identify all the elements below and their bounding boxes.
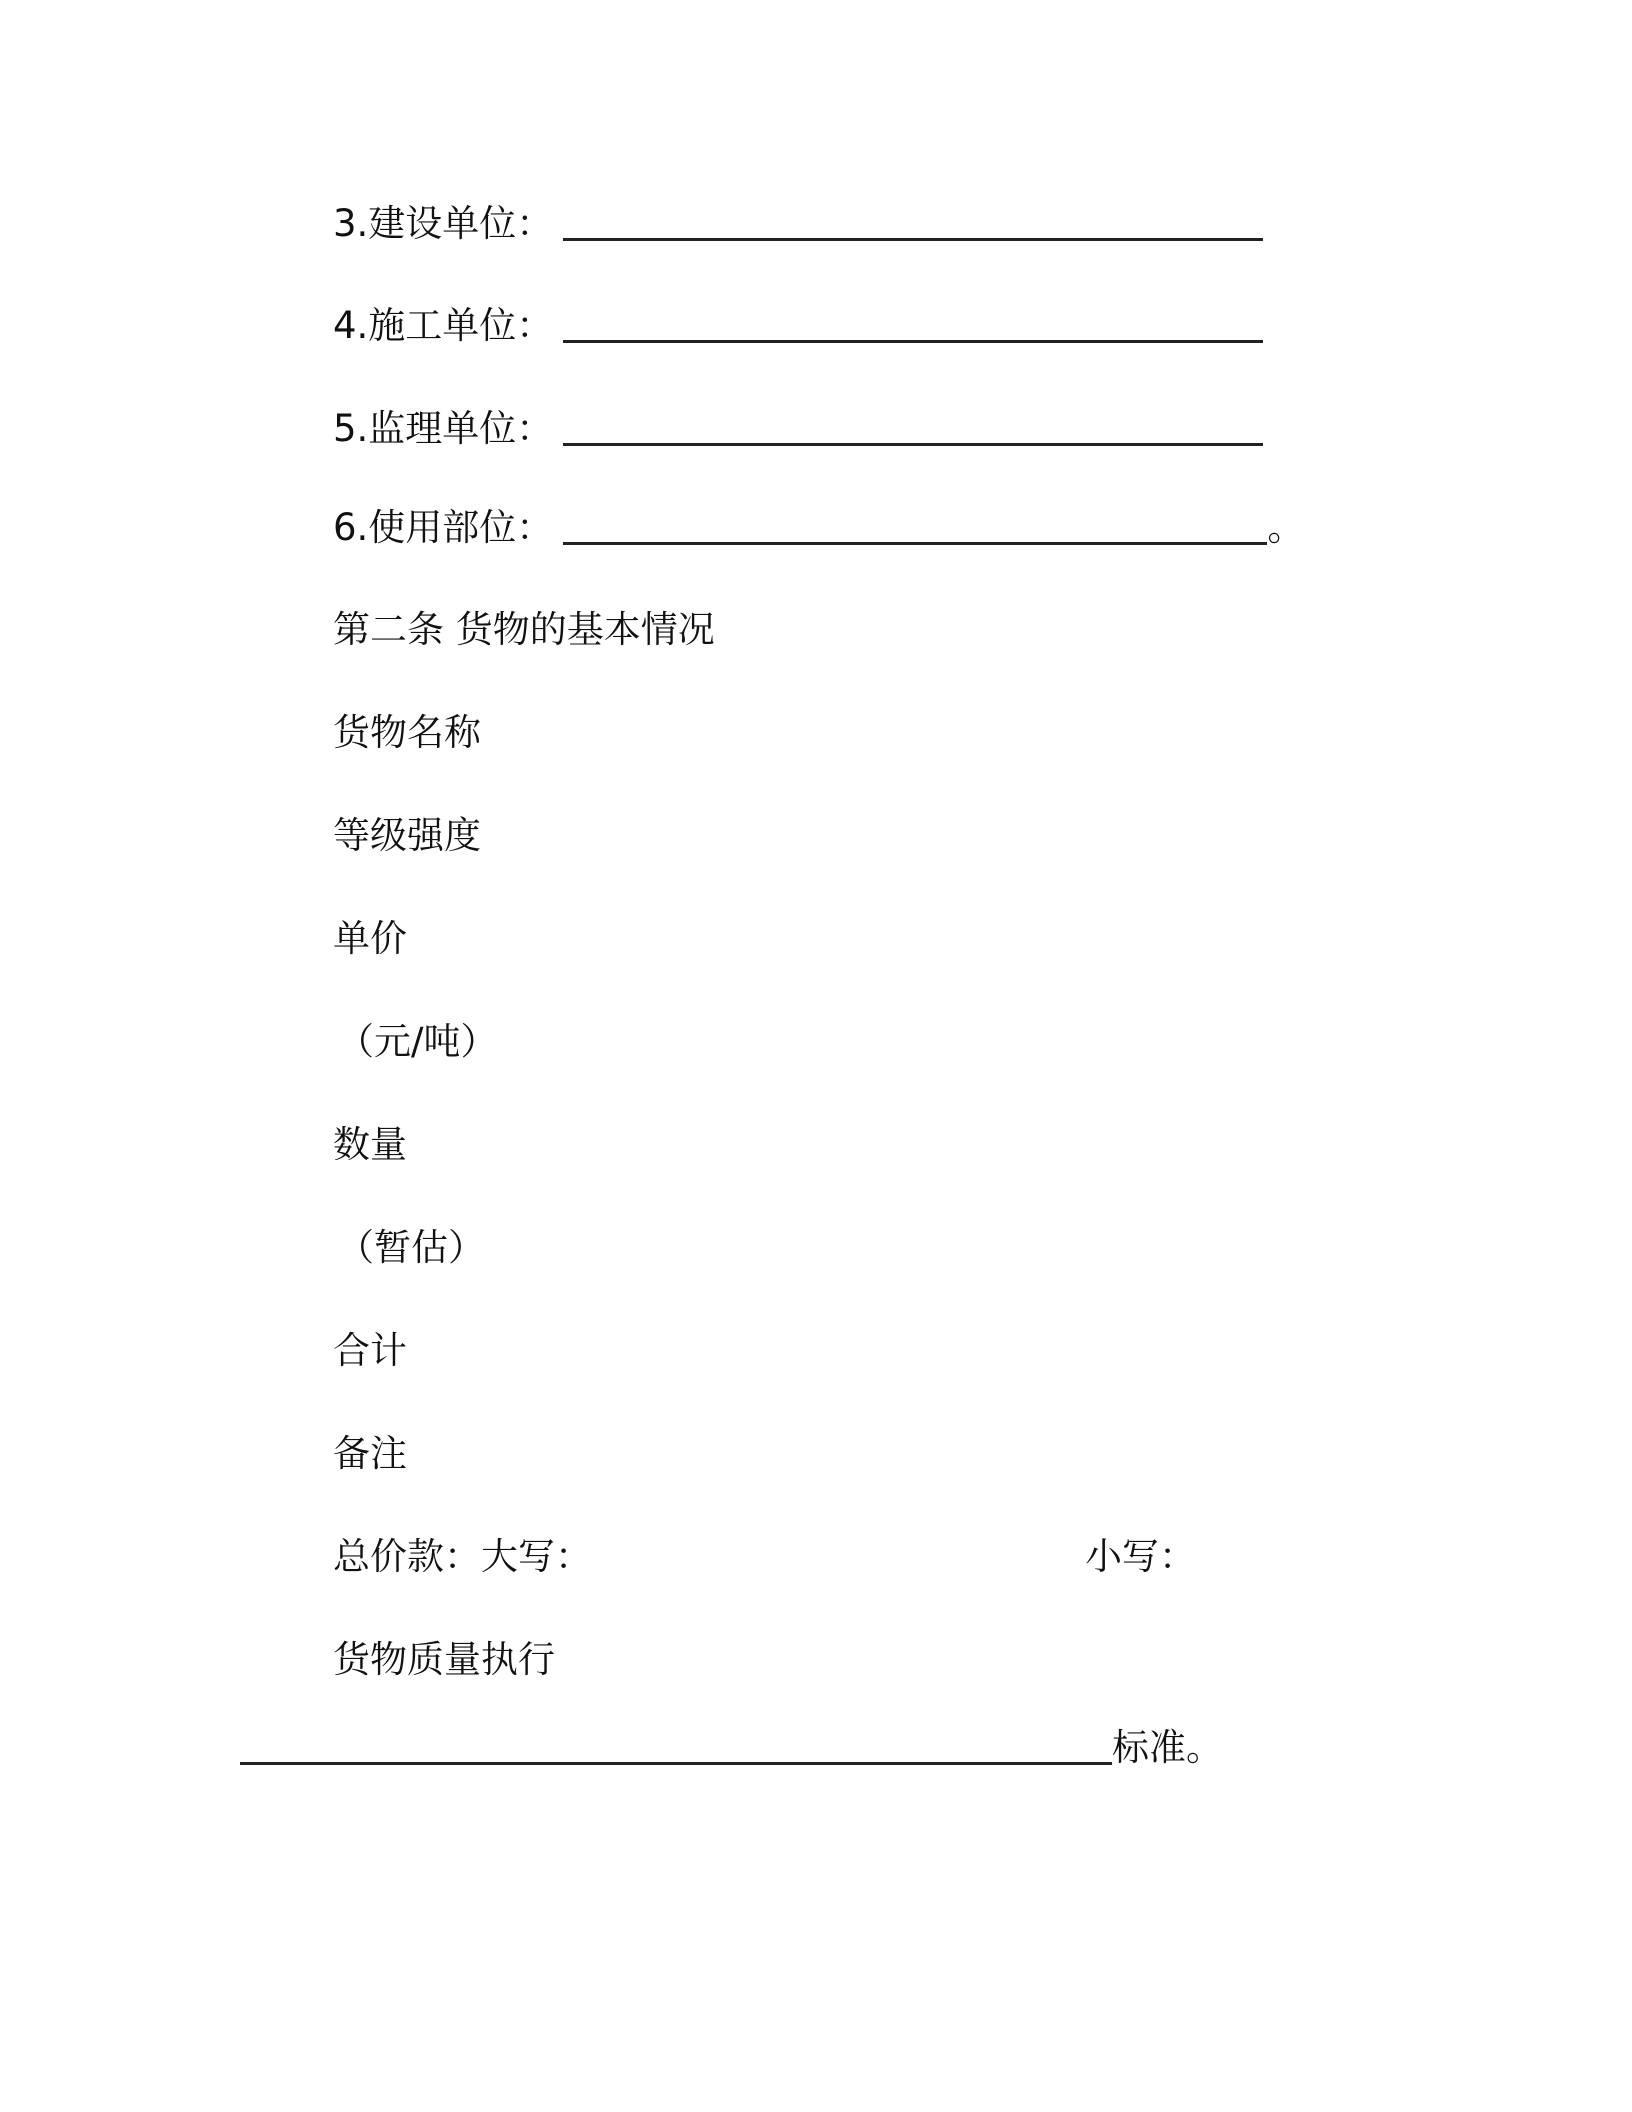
field-contractor-unit	[333, 296, 1263, 356]
field-construction-unit	[333, 194, 1263, 254]
item-quantity-estimate: （暂估）	[337, 1226, 485, 1269]
total-lower-label: 小写：	[1085, 1535, 1196, 1578]
field-label: 4.施工单位：	[333, 304, 554, 347]
total-price-row	[333, 1527, 1196, 1587]
item-remarks: 备注	[333, 1432, 407, 1475]
total-upper-label: 大写：	[481, 1535, 592, 1578]
fill-blank[interactable]	[563, 498, 1267, 545]
item-total: 合计	[333, 1329, 407, 1372]
field-usage-location	[333, 498, 1304, 558]
total-price-label: 总价款：	[333, 1535, 481, 1578]
item-quantity: 数量	[333, 1123, 407, 1166]
item-goods-name: 货物名称	[333, 711, 481, 754]
quality-suffix: 标准。	[1112, 1726, 1223, 1769]
field-supervision-unit	[333, 399, 1263, 459]
fill-blank[interactable]	[240, 1718, 1112, 1765]
field-label: 3.建设单位：	[333, 202, 554, 245]
quality-label: 货物质量执行	[333, 1638, 555, 1681]
field-label: 6.使用部位：	[333, 506, 554, 549]
fill-blank[interactable]	[563, 296, 1263, 343]
fill-blank[interactable]	[563, 194, 1263, 241]
item-grade-strength: 等级强度	[333, 814, 481, 857]
item-unit-price-unit: （元/吨）	[337, 1020, 498, 1063]
field-label: 5.监理单位：	[333, 407, 554, 450]
field-suffix: 。	[1267, 506, 1305, 549]
quality-standard-row	[240, 1718, 1223, 1778]
article-heading: 第二条 货物的基本情况	[333, 608, 715, 651]
fill-blank[interactable]	[563, 399, 1263, 446]
item-unit-price: 单价	[333, 917, 407, 960]
